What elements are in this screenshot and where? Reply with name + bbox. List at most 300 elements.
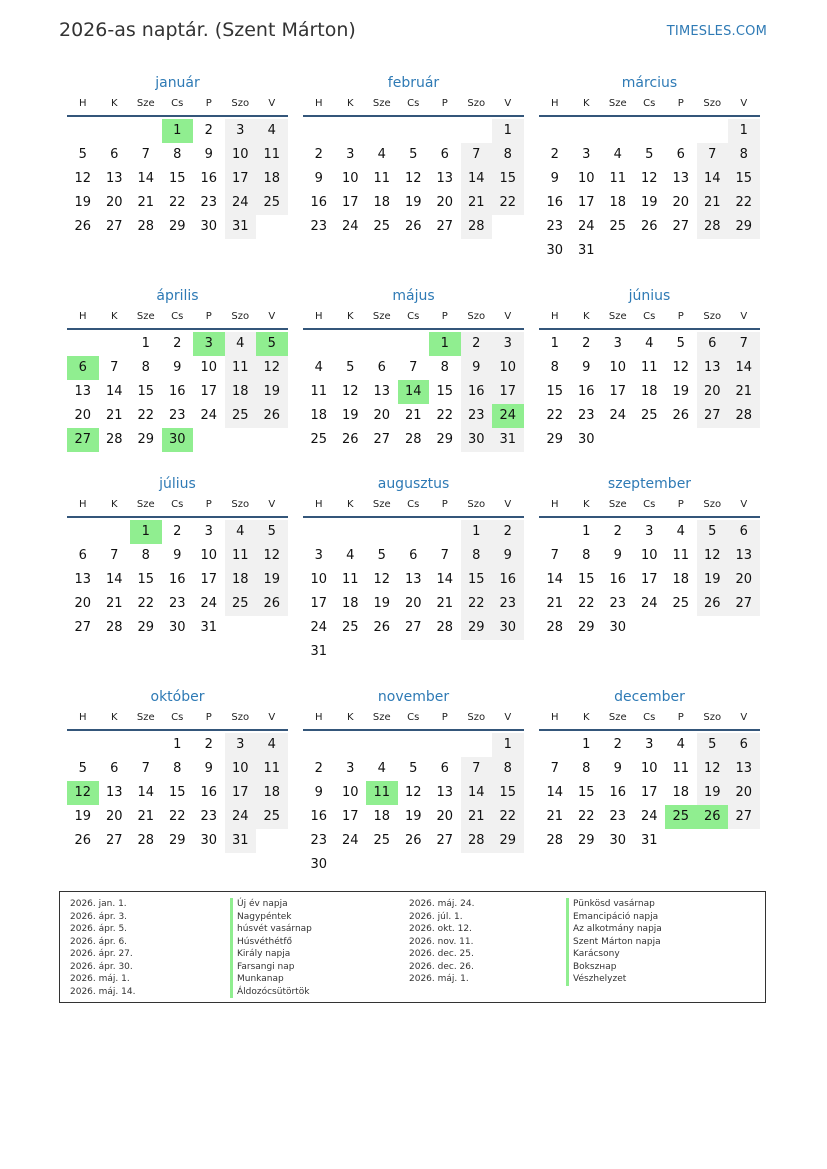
day-cell: 2 xyxy=(492,520,524,544)
day-cell: 30 xyxy=(200,219,218,234)
weekday-label: P xyxy=(677,499,684,510)
day-cell: 8 xyxy=(141,360,150,375)
holiday-name: Az alkotmány napja xyxy=(566,923,662,936)
holiday-day-cell: 24 xyxy=(492,404,524,428)
weekday-label: V xyxy=(504,311,512,322)
month-7 xyxy=(67,474,288,640)
holiday-date: 2026. okt. 12. xyxy=(409,924,472,934)
day-cell: 1 xyxy=(173,737,182,752)
day-cell: 31 xyxy=(225,215,257,239)
month-11 xyxy=(303,687,524,877)
day-cell: 25 xyxy=(310,432,328,447)
day-cell: 20 xyxy=(672,195,690,210)
day-cell: 18 xyxy=(225,568,257,592)
day-cell: 10 xyxy=(341,171,359,186)
weekday-label: Sze xyxy=(136,98,155,109)
day-cell: 9 xyxy=(204,147,213,162)
day-cell: 18 xyxy=(373,809,391,824)
day-cell: 28 xyxy=(436,620,454,635)
empty-cell xyxy=(335,733,367,757)
day-cell: 14 xyxy=(137,171,155,186)
day-cell: 31 xyxy=(492,428,524,452)
weekday-label: K xyxy=(346,712,354,723)
weekday-label: Szo xyxy=(231,311,250,322)
day-cell: 2 xyxy=(550,147,559,162)
day-cell: 25 xyxy=(225,404,257,428)
day-cell: 7 xyxy=(110,548,119,563)
day-cell: 29 xyxy=(168,833,186,848)
day-cell: 13 xyxy=(74,384,92,399)
day-grid xyxy=(303,518,524,664)
day-cell: 23 xyxy=(461,404,493,428)
weekday-label: Sze xyxy=(136,311,155,322)
day-cell: 14 xyxy=(546,785,564,800)
day-cell: 4 xyxy=(645,336,654,351)
day-cell: 15 xyxy=(492,167,524,191)
day-cell: 3 xyxy=(645,737,654,752)
day-cell: 9 xyxy=(314,785,323,800)
month-name: szeptember xyxy=(607,476,692,492)
weekday-label: H xyxy=(314,311,323,322)
weekday-label: H xyxy=(550,98,559,109)
day-cell: 8 xyxy=(582,548,591,563)
empty-cell xyxy=(99,733,131,757)
day-cell: 31 xyxy=(577,243,595,258)
day-cell: 6 xyxy=(728,520,760,544)
day-cell: 7 xyxy=(409,360,418,375)
day-cell: 6 xyxy=(110,761,119,776)
day-cell: 27 xyxy=(728,805,760,829)
day-cell: 2 xyxy=(314,147,323,162)
day-cell: 19 xyxy=(640,195,658,210)
day-cell: 25 xyxy=(672,596,690,611)
empty-cell xyxy=(429,520,461,544)
weekday-header xyxy=(539,709,760,731)
day-cell: 6 xyxy=(409,548,418,563)
day-cell: 17 xyxy=(310,596,328,611)
empty-cell xyxy=(697,119,729,143)
day-cell: 5 xyxy=(377,548,386,563)
month-name: október xyxy=(150,689,205,705)
day-cell: 28 xyxy=(546,620,564,635)
day-cell: 13 xyxy=(74,572,92,587)
day-cell: 8 xyxy=(440,360,449,375)
day-grid xyxy=(539,117,760,263)
weekday-label: Sze xyxy=(372,311,391,322)
day-cell: 4 xyxy=(676,524,685,539)
day-cell: 1 xyxy=(582,737,591,752)
day-cell: 29 xyxy=(546,432,564,447)
day-cell: 28 xyxy=(728,404,760,428)
day-cell: 22 xyxy=(577,809,595,824)
day-cell: 13 xyxy=(105,785,123,800)
weekday-label: Sze xyxy=(608,98,627,109)
day-cell: 2 xyxy=(173,336,182,351)
empty-cell xyxy=(67,520,99,544)
day-cell: 10 xyxy=(225,143,257,167)
day-grid xyxy=(67,330,288,452)
day-cell: 25 xyxy=(256,191,288,215)
empty-cell xyxy=(461,119,493,143)
holiday-date: 2026. dec. 25. xyxy=(409,949,474,959)
day-cell: 10 xyxy=(200,548,218,563)
day-cell: 19 xyxy=(74,195,92,210)
day-cell: 13 xyxy=(436,785,454,800)
day-cell: 17 xyxy=(640,572,658,587)
day-cell: 3 xyxy=(346,147,355,162)
month-6 xyxy=(539,286,760,452)
day-cell: 15 xyxy=(137,384,155,399)
day-cell: 21 xyxy=(461,191,493,215)
day-cell: 18 xyxy=(609,195,627,210)
day-cell: 20 xyxy=(436,809,454,824)
weekday-label: Cs xyxy=(407,311,420,322)
weekday-label: V xyxy=(268,712,276,723)
day-cell: 14 xyxy=(105,384,123,399)
day-cell: 16 xyxy=(200,171,218,186)
day-cell: 28 xyxy=(105,432,123,447)
holiday-day-cell: 5 xyxy=(256,332,288,356)
weekday-label: Sze xyxy=(608,712,627,723)
weekday-label: Cs xyxy=(407,98,420,109)
day-cell: 20 xyxy=(404,596,422,611)
day-cell: 14 xyxy=(546,572,564,587)
day-cell: 13 xyxy=(404,572,422,587)
empty-cell xyxy=(366,733,398,757)
month-10 xyxy=(67,687,288,853)
day-cell: 9 xyxy=(613,761,622,776)
day-cell: 30 xyxy=(461,428,493,452)
day-cell: 16 xyxy=(492,568,524,592)
weekday-label: Szo xyxy=(467,98,486,109)
day-cell: 5 xyxy=(676,336,685,351)
day-cell: 18 xyxy=(373,195,391,210)
empty-cell xyxy=(99,332,131,356)
day-cell: 15 xyxy=(461,568,493,592)
day-cell: 15 xyxy=(728,167,760,191)
day-cell: 10 xyxy=(640,548,658,563)
day-cell: 26 xyxy=(74,219,92,234)
weekday-label: H xyxy=(550,311,559,322)
day-cell: 27 xyxy=(404,620,422,635)
day-cell: 28 xyxy=(697,215,729,239)
day-cell: 12 xyxy=(256,544,288,568)
day-cell: 19 xyxy=(404,809,422,824)
day-cell: 15 xyxy=(168,785,186,800)
day-cell: 6 xyxy=(440,761,449,776)
holiday-list xyxy=(59,891,766,1003)
day-grid xyxy=(67,117,288,239)
day-cell: 1 xyxy=(492,733,524,757)
day-cell: 24 xyxy=(200,408,218,423)
day-cell: 10 xyxy=(310,572,328,587)
month-8 xyxy=(303,474,524,664)
weekday-label: P xyxy=(441,311,448,322)
weekday-label: V xyxy=(740,98,748,109)
empty-cell xyxy=(429,733,461,757)
day-cell: 21 xyxy=(546,809,564,824)
day-cell: 17 xyxy=(577,195,595,210)
month-3 xyxy=(539,73,760,263)
day-cell: 18 xyxy=(640,384,658,399)
weekday-label: P xyxy=(677,98,684,109)
day-cell: 25 xyxy=(373,219,391,234)
day-cell: 18 xyxy=(672,785,690,800)
weekday-label: H xyxy=(314,499,323,510)
day-cell: 22 xyxy=(436,408,454,423)
brand-link[interactable]: TIMESLES.COM xyxy=(666,24,767,39)
holiday-day-cell: 26 xyxy=(697,805,729,829)
day-cell: 15 xyxy=(577,785,595,800)
day-cell: 24 xyxy=(310,620,328,635)
day-cell: 3 xyxy=(645,524,654,539)
holiday-name: Szent Márton napja xyxy=(566,936,662,949)
weekday-header xyxy=(67,709,288,731)
day-cell: 12 xyxy=(74,171,92,186)
holiday-day-cell: 1 xyxy=(429,332,461,356)
day-cell: 8 xyxy=(550,360,559,375)
weekday-label: K xyxy=(346,311,354,322)
day-cell: 14 xyxy=(461,781,493,805)
empty-cell xyxy=(303,733,335,757)
day-cell: 4 xyxy=(346,548,355,563)
day-cell: 3 xyxy=(346,761,355,776)
empty-cell xyxy=(130,733,162,757)
weekday-label: V xyxy=(268,98,276,109)
holiday-name: Bokszнap xyxy=(566,961,662,974)
day-cell: 31 xyxy=(225,829,257,853)
day-cell: 25 xyxy=(225,592,257,616)
weekday-label: K xyxy=(582,499,590,510)
empty-cell xyxy=(398,733,430,757)
month-2 xyxy=(303,73,524,239)
weekday-label: P xyxy=(677,712,684,723)
day-cell: 19 xyxy=(404,195,422,210)
day-cell: 30 xyxy=(200,833,218,848)
day-cell: 13 xyxy=(436,171,454,186)
day-cell: 5 xyxy=(256,520,288,544)
empty-cell xyxy=(539,520,571,544)
day-cell: 17 xyxy=(609,384,627,399)
day-cell: 7 xyxy=(110,360,119,375)
holiday-date: 2026. máj. 24. xyxy=(409,899,475,909)
day-cell: 26 xyxy=(373,620,391,635)
day-cell: 29 xyxy=(436,432,454,447)
weekday-label: H xyxy=(550,712,559,723)
holiday-name: Munkanap xyxy=(230,973,312,986)
weekday-label: H xyxy=(78,712,87,723)
day-cell: 3 xyxy=(204,524,213,539)
day-cell: 23 xyxy=(492,592,524,616)
day-cell: 16 xyxy=(546,195,564,210)
day-cell: 4 xyxy=(256,733,288,757)
weekday-header xyxy=(67,95,288,117)
day-cell: 3 xyxy=(582,147,591,162)
empty-cell xyxy=(335,119,367,143)
day-cell: 10 xyxy=(609,360,627,375)
day-cell: 22 xyxy=(546,408,564,423)
day-cell: 12 xyxy=(373,572,391,587)
day-cell: 16 xyxy=(310,195,328,210)
day-cell: 30 xyxy=(609,620,627,635)
day-cell: 3 xyxy=(225,119,257,143)
day-cell: 21 xyxy=(105,596,123,611)
day-cell: 12 xyxy=(640,171,658,186)
day-cell: 6 xyxy=(440,147,449,162)
empty-cell xyxy=(303,332,335,356)
day-cell: 16 xyxy=(609,572,627,587)
day-cell: 27 xyxy=(697,404,729,428)
holiday-date: 2026. máj. 1. xyxy=(70,974,130,984)
day-cell: 29 xyxy=(461,616,493,640)
day-cell: 28 xyxy=(105,620,123,635)
day-cell: 8 xyxy=(173,147,182,162)
day-cell: 15 xyxy=(546,384,564,399)
weekday-label: V xyxy=(504,499,512,510)
day-cell: 30 xyxy=(168,620,186,635)
day-cell: 24 xyxy=(341,219,359,234)
day-grid xyxy=(303,731,524,877)
day-cell: 12 xyxy=(341,384,359,399)
weekday-label: Sze xyxy=(136,712,155,723)
day-cell: 17 xyxy=(200,384,218,399)
day-cell: 19 xyxy=(697,568,729,592)
day-cell: 12 xyxy=(404,171,422,186)
month-1 xyxy=(67,73,288,239)
day-cell: 18 xyxy=(310,408,328,423)
day-cell: 2 xyxy=(314,761,323,776)
day-cell: 25 xyxy=(640,408,658,423)
weekday-label: K xyxy=(582,98,590,109)
month-name: november xyxy=(377,689,450,705)
day-cell: 10 xyxy=(200,360,218,375)
weekday-label: K xyxy=(582,311,590,322)
day-cell: 8 xyxy=(582,761,591,776)
day-cell: 30 xyxy=(609,833,627,848)
day-cell: 23 xyxy=(310,833,328,848)
day-cell: 10 xyxy=(577,171,595,186)
day-cell: 8 xyxy=(141,548,150,563)
day-grid xyxy=(67,518,288,640)
day-cell: 29 xyxy=(728,215,760,239)
day-cell: 19 xyxy=(373,596,391,611)
weekday-label: P xyxy=(441,98,448,109)
day-cell: 8 xyxy=(492,143,524,167)
day-cell: 19 xyxy=(74,809,92,824)
weekday-label: H xyxy=(78,98,87,109)
day-cell: 9 xyxy=(314,171,323,186)
day-cell: 12 xyxy=(697,757,729,781)
day-cell: 7 xyxy=(141,147,150,162)
empty-cell xyxy=(539,733,571,757)
day-cell: 22 xyxy=(168,809,186,824)
holiday-day-cell: 12 xyxy=(67,781,99,805)
holiday-name: Vészhelyzet xyxy=(566,973,662,986)
weekday-label: Szo xyxy=(231,98,250,109)
day-cell: 11 xyxy=(310,384,328,399)
weekday-label: Cs xyxy=(643,499,656,510)
weekday-label: Cs xyxy=(171,98,184,109)
empty-cell xyxy=(67,733,99,757)
weekday-label: Szo xyxy=(703,98,722,109)
day-cell: 27 xyxy=(672,219,690,234)
day-cell: 15 xyxy=(492,781,524,805)
weekday-label: V xyxy=(268,311,276,322)
day-cell: 26 xyxy=(404,219,422,234)
day-cell: 28 xyxy=(137,833,155,848)
day-cell: 11 xyxy=(672,761,690,776)
day-cell: 23 xyxy=(609,809,627,824)
day-cell: 7 xyxy=(550,761,559,776)
day-cell: 23 xyxy=(609,596,627,611)
day-cell: 23 xyxy=(168,408,186,423)
day-cell: 9 xyxy=(582,360,591,375)
day-cell: 16 xyxy=(461,380,493,404)
day-cell: 7 xyxy=(440,548,449,563)
day-cell: 11 xyxy=(225,356,257,380)
day-cell: 28 xyxy=(461,829,493,853)
day-cell: 1 xyxy=(492,119,524,143)
day-cell: 21 xyxy=(436,596,454,611)
empty-cell xyxy=(461,733,493,757)
day-cell: 28 xyxy=(546,833,564,848)
day-cell: 22 xyxy=(461,592,493,616)
day-cell: 8 xyxy=(492,757,524,781)
weekday-label: K xyxy=(582,712,590,723)
day-cell: 16 xyxy=(168,572,186,587)
day-cell: 31 xyxy=(200,620,218,635)
weekday-header xyxy=(539,308,760,330)
weekday-label: K xyxy=(110,98,118,109)
day-cell: 20 xyxy=(74,596,92,611)
day-cell: 21 xyxy=(137,809,155,824)
empty-cell xyxy=(429,119,461,143)
weekday-label: H xyxy=(314,712,323,723)
holiday-date: 2026. nov. 11. xyxy=(409,936,474,947)
day-cell: 4 xyxy=(225,332,257,356)
weekday-label: V xyxy=(504,712,512,723)
empty-cell xyxy=(67,119,99,143)
holiday-name: Húsvéthétfő xyxy=(230,936,312,949)
day-cell: 20 xyxy=(105,809,123,824)
day-cell: 14 xyxy=(697,167,729,191)
holiday-name: Pünkösd vasárnap xyxy=(566,898,662,911)
holiday-name: Király napja xyxy=(230,948,312,961)
day-cell: 17 xyxy=(341,195,359,210)
day-cell: 30 xyxy=(546,243,564,258)
empty-cell xyxy=(571,119,603,143)
month-12 xyxy=(539,687,760,853)
weekday-label: K xyxy=(110,712,118,723)
day-cell: 13 xyxy=(728,757,760,781)
day-cell: 18 xyxy=(672,572,690,587)
day-cell: 3 xyxy=(613,336,622,351)
day-cell: 13 xyxy=(697,356,729,380)
day-cell: 21 xyxy=(728,380,760,404)
day-cell: 26 xyxy=(341,432,359,447)
day-cell: 2 xyxy=(204,737,213,752)
weekday-label: Szo xyxy=(703,712,722,723)
day-cell: 11 xyxy=(341,572,359,587)
month-name: augusztus xyxy=(377,476,450,492)
day-cell: 14 xyxy=(137,785,155,800)
holiday-date: 2026. ápr. 27. xyxy=(70,949,133,959)
weekday-label: P xyxy=(677,311,684,322)
day-cell: 9 xyxy=(613,548,622,563)
month-name: január xyxy=(155,75,200,91)
weekday-label: H xyxy=(78,499,87,510)
day-cell: 8 xyxy=(461,544,493,568)
